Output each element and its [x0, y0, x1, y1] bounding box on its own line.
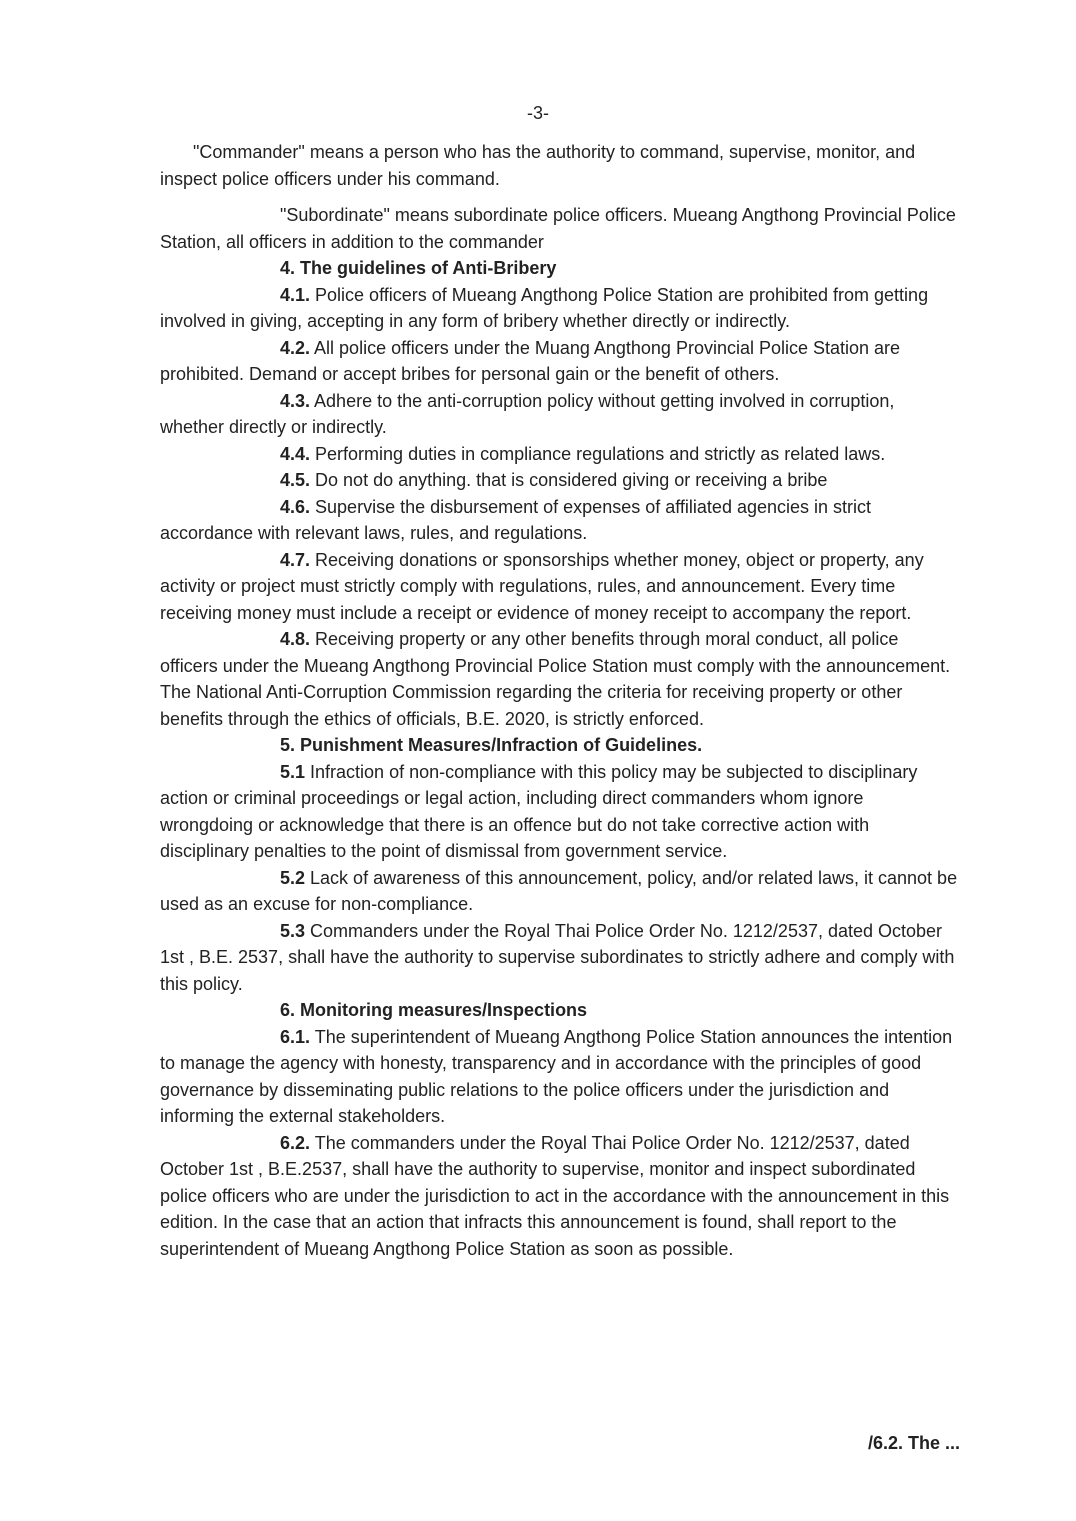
- clause-text: Infraction of non-compliance with this policy may be subjected to disciplinary action or criminal proceedings or legal action, including direct commanders whom ignore wrongdoing or acknowledge that there is an offence but do not take corrective action with disciplinary penalties to the point of dismissal from government service.: [160, 761, 918, 861]
- clause-6-1: [160, 1024, 960, 1130]
- clause-4-3: [160, 388, 960, 441]
- clause-text: Commanders under the Royal Thai Police Order No. 1212/2537, dated October 1st , B.E. 2537, shall have the authority to supervise subordinates to strictly adhere and comply with this policy.: [160, 920, 955, 994]
- clause-4-7: [160, 547, 960, 627]
- section-heading-4: 4. The guidelines of Anti-Bribery: [280, 258, 557, 278]
- clause-text: Supervise the disbursement of expenses of affiliated agencies in strict accordance with relevant laws, rules, and regulations.: [160, 496, 872, 543]
- clause-number: 4.1.: [280, 284, 311, 305]
- clause-5-2: [160, 865, 960, 918]
- clause-number: 6.2.: [280, 1132, 311, 1153]
- clause-number: 6.1.: [280, 1026, 311, 1047]
- clause-text: Do not do anything. that is considered giving or receiving a bribe: [310, 470, 828, 490]
- document-body: [160, 139, 960, 1262]
- clause-4-5: [160, 467, 960, 494]
- clause-number: 4.6.: [280, 496, 311, 517]
- section-heading-5: 5. Punishment Measures/Infraction of Guidelines.: [280, 735, 703, 755]
- clause-number: 5.3: [280, 920, 306, 941]
- clause-text: Receiving property or any other benefits through moral conduct, all police officers under the Mueang Angthong Provincial Police Station must comply with the announcement. The National Anti-Corruption Commission regarding the criteria for receiving property or other benefits through the ethics of officials, B.E. 2020, is strictly enforced.: [160, 629, 951, 729]
- clause-text: Performing duties in compliance regulations and strictly as related laws.: [310, 443, 886, 464]
- clause-text: The commanders under the Royal Thai Police Order No. 1212/2537, dated October 1st , B.E.2537, shall have the authority to supervise, monitor and inspect subordinated police officers who are under the jurisdiction to act in the accordance with the announcement in this edition. In the case that an action that infracts this announcement is found, shall report to the superintendent of Mueang Angthong Police Station as soon as possible.: [160, 1132, 950, 1259]
- clause-text: The superintendent of Mueang Angthong Police Station announces the intention to manage the agency with honesty, transparency and in accordance with the principles of good governance by disseminating public relations to the police officers under the jurisdiction and informing the external stakeholders.: [160, 1026, 953, 1126]
- clause-number: 5.1: [280, 761, 306, 782]
- clause-4-1: [160, 282, 960, 335]
- clause-text: Police officers of Mueang Angthong Police Station are prohibited from getting involved in giving, accepting in any form of bribery whether directly or indirectly.: [160, 284, 929, 331]
- clause-text: Receiving donations or sponsorships whether money, object or property, any activity or project must strictly comply with regulations, rules, and announcement. Every time receiving money must include a receipt or evidence of money receipt to accompany the report.: [160, 549, 924, 623]
- page-number: -3-: [527, 103, 549, 123]
- section-heading-6: 6. Monitoring measures/Inspections: [280, 1000, 588, 1020]
- clause-number: 4.2.: [280, 337, 311, 358]
- clause-text: Lack of awareness of this announcement, policy, and/or related laws, it cannot be used as an excuse for non-compliance.: [160, 867, 958, 914]
- clause-text: Adhere to the anti-corruption policy without getting involved in corruption, whether directly or indirectly.: [160, 390, 895, 437]
- clause-number: 4.5.: [280, 470, 311, 490]
- clause-5-1: [160, 759, 960, 865]
- definition-commander: "Commander" means a person who has the authority to command, supervise, monitor, and inspect police officers under his command.: [160, 142, 916, 189]
- continuation-reference: /6.2. The ...: [867, 1433, 960, 1453]
- clause-number: 5.2: [280, 867, 306, 888]
- clause-text: All police officers under the Muang Angthong Provincial Police Station are prohibited. Demand or accept bribes for personal gain or the benefit of others.: [160, 337, 901, 384]
- clause-4-4: [160, 441, 960, 468]
- clause-number: 4.4.: [280, 443, 311, 464]
- clause-number: 4.3.: [280, 390, 311, 411]
- clause-6-2: [160, 1130, 960, 1263]
- clause-4-2: [160, 335, 960, 388]
- definition-subordinate: "Subordinate" means subordinate police officers. Mueang Angthong Provincial Police Station, all officers in addition to the commander: [160, 205, 956, 252]
- clause-number: 4.8.: [280, 629, 311, 649]
- clause-5-3: [160, 918, 960, 998]
- clause-4-8: [160, 626, 960, 732]
- clause-number: 4.7.: [280, 549, 311, 570]
- clause-4-6: [160, 494, 960, 547]
